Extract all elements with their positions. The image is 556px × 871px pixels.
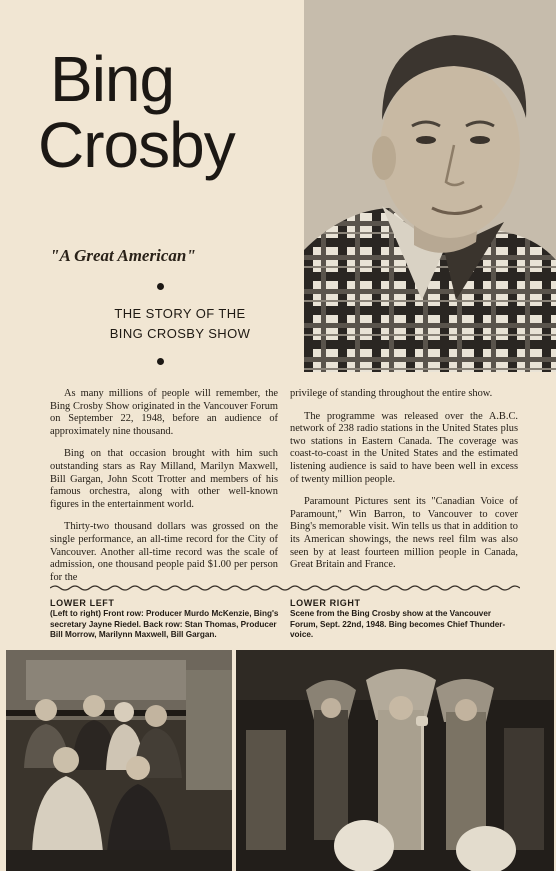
caption-lower-right (290, 598, 520, 641)
subtitle: "A Great American" (50, 246, 196, 265)
caption-text: (Left to right) Front row: Producer Murdo McKenzie, Bing's secretary Jayne Riedel. Back row: Stan Thomas, Producer Bill Morrow, Marilynn Maxwell, Bill Gargan. (50, 609, 279, 640)
bullet-dot-top (157, 283, 164, 290)
caption-text: Scene from the Bing Crosby show at the Vancouver Forum, Sept. 22nd, 1948. Bing becomes Chief Thunder-voice. (290, 609, 506, 640)
portrait-illustration (304, 0, 556, 372)
article-paragraph: Thirty-two thousand dollars was grossed on the single performance, an all-time record for the City of Vancouver. Another all-time record was the scale of admission, one thousand people paid $1.00 per person for the (50, 521, 278, 583)
group-photo-illustration (6, 650, 232, 871)
article-paragraph: The programme was released over the A.B.C. network of 238 radio stations in the United States plus two stations in Eastern Canada. The coverage was coast-to-coast in the United States and the estimated listening audience is said to have been well in excess of twenty million people. (290, 410, 518, 485)
article-column-right (290, 388, 518, 582)
title-line-crosby: Crosby (38, 109, 235, 181)
bullet-dot-bottom (157, 358, 164, 365)
story-heading (80, 304, 280, 344)
page-title (38, 43, 300, 181)
stage-scene-illustration (236, 650, 554, 871)
group-photo-lower-left (6, 650, 232, 871)
story-heading-line1: THE STORY OF THE (114, 306, 246, 321)
article-paragraph: privilege of standing throughout the entire show. (290, 388, 493, 399)
article-column-left (50, 388, 278, 594)
caption-heading: LOWER LEFT (50, 598, 115, 608)
article-paragraph: Bing on that occasion brought with him such outstanding stars as Ray Milland, Marilyn Maxwell, Bill Gargan, John Scott Trotter and members of his famous orchestra, along with other well-known figures in the entertainment world. (50, 448, 278, 510)
article-paragraph: Paramount Pictures sent its "Canadian Voice of Paramount," Win Barron, to Vancouver to cover Bing's memorable visit. Win tells us that in addition to its American showings, the news reel film was also seen by at least fourteen million people in Canada, Great Britain and France. (290, 496, 518, 571)
caption-heading: LOWER RIGHT (290, 598, 361, 608)
article-paragraph: As many millions of people will remember, the Bing Crosby Show originated in the Vancouver Forum on September 22, 1948, before an audience of approximately nine thousand. (50, 388, 278, 437)
bing-crosby-portrait-photo (304, 0, 556, 372)
title-line-bing: Bing (50, 43, 175, 115)
stage-scene-photo-lower-right (236, 650, 554, 871)
caption-lower-left (50, 598, 282, 641)
story-heading-line2: BING CROSBY SHOW (109, 326, 251, 341)
wavy-divider (50, 584, 520, 592)
